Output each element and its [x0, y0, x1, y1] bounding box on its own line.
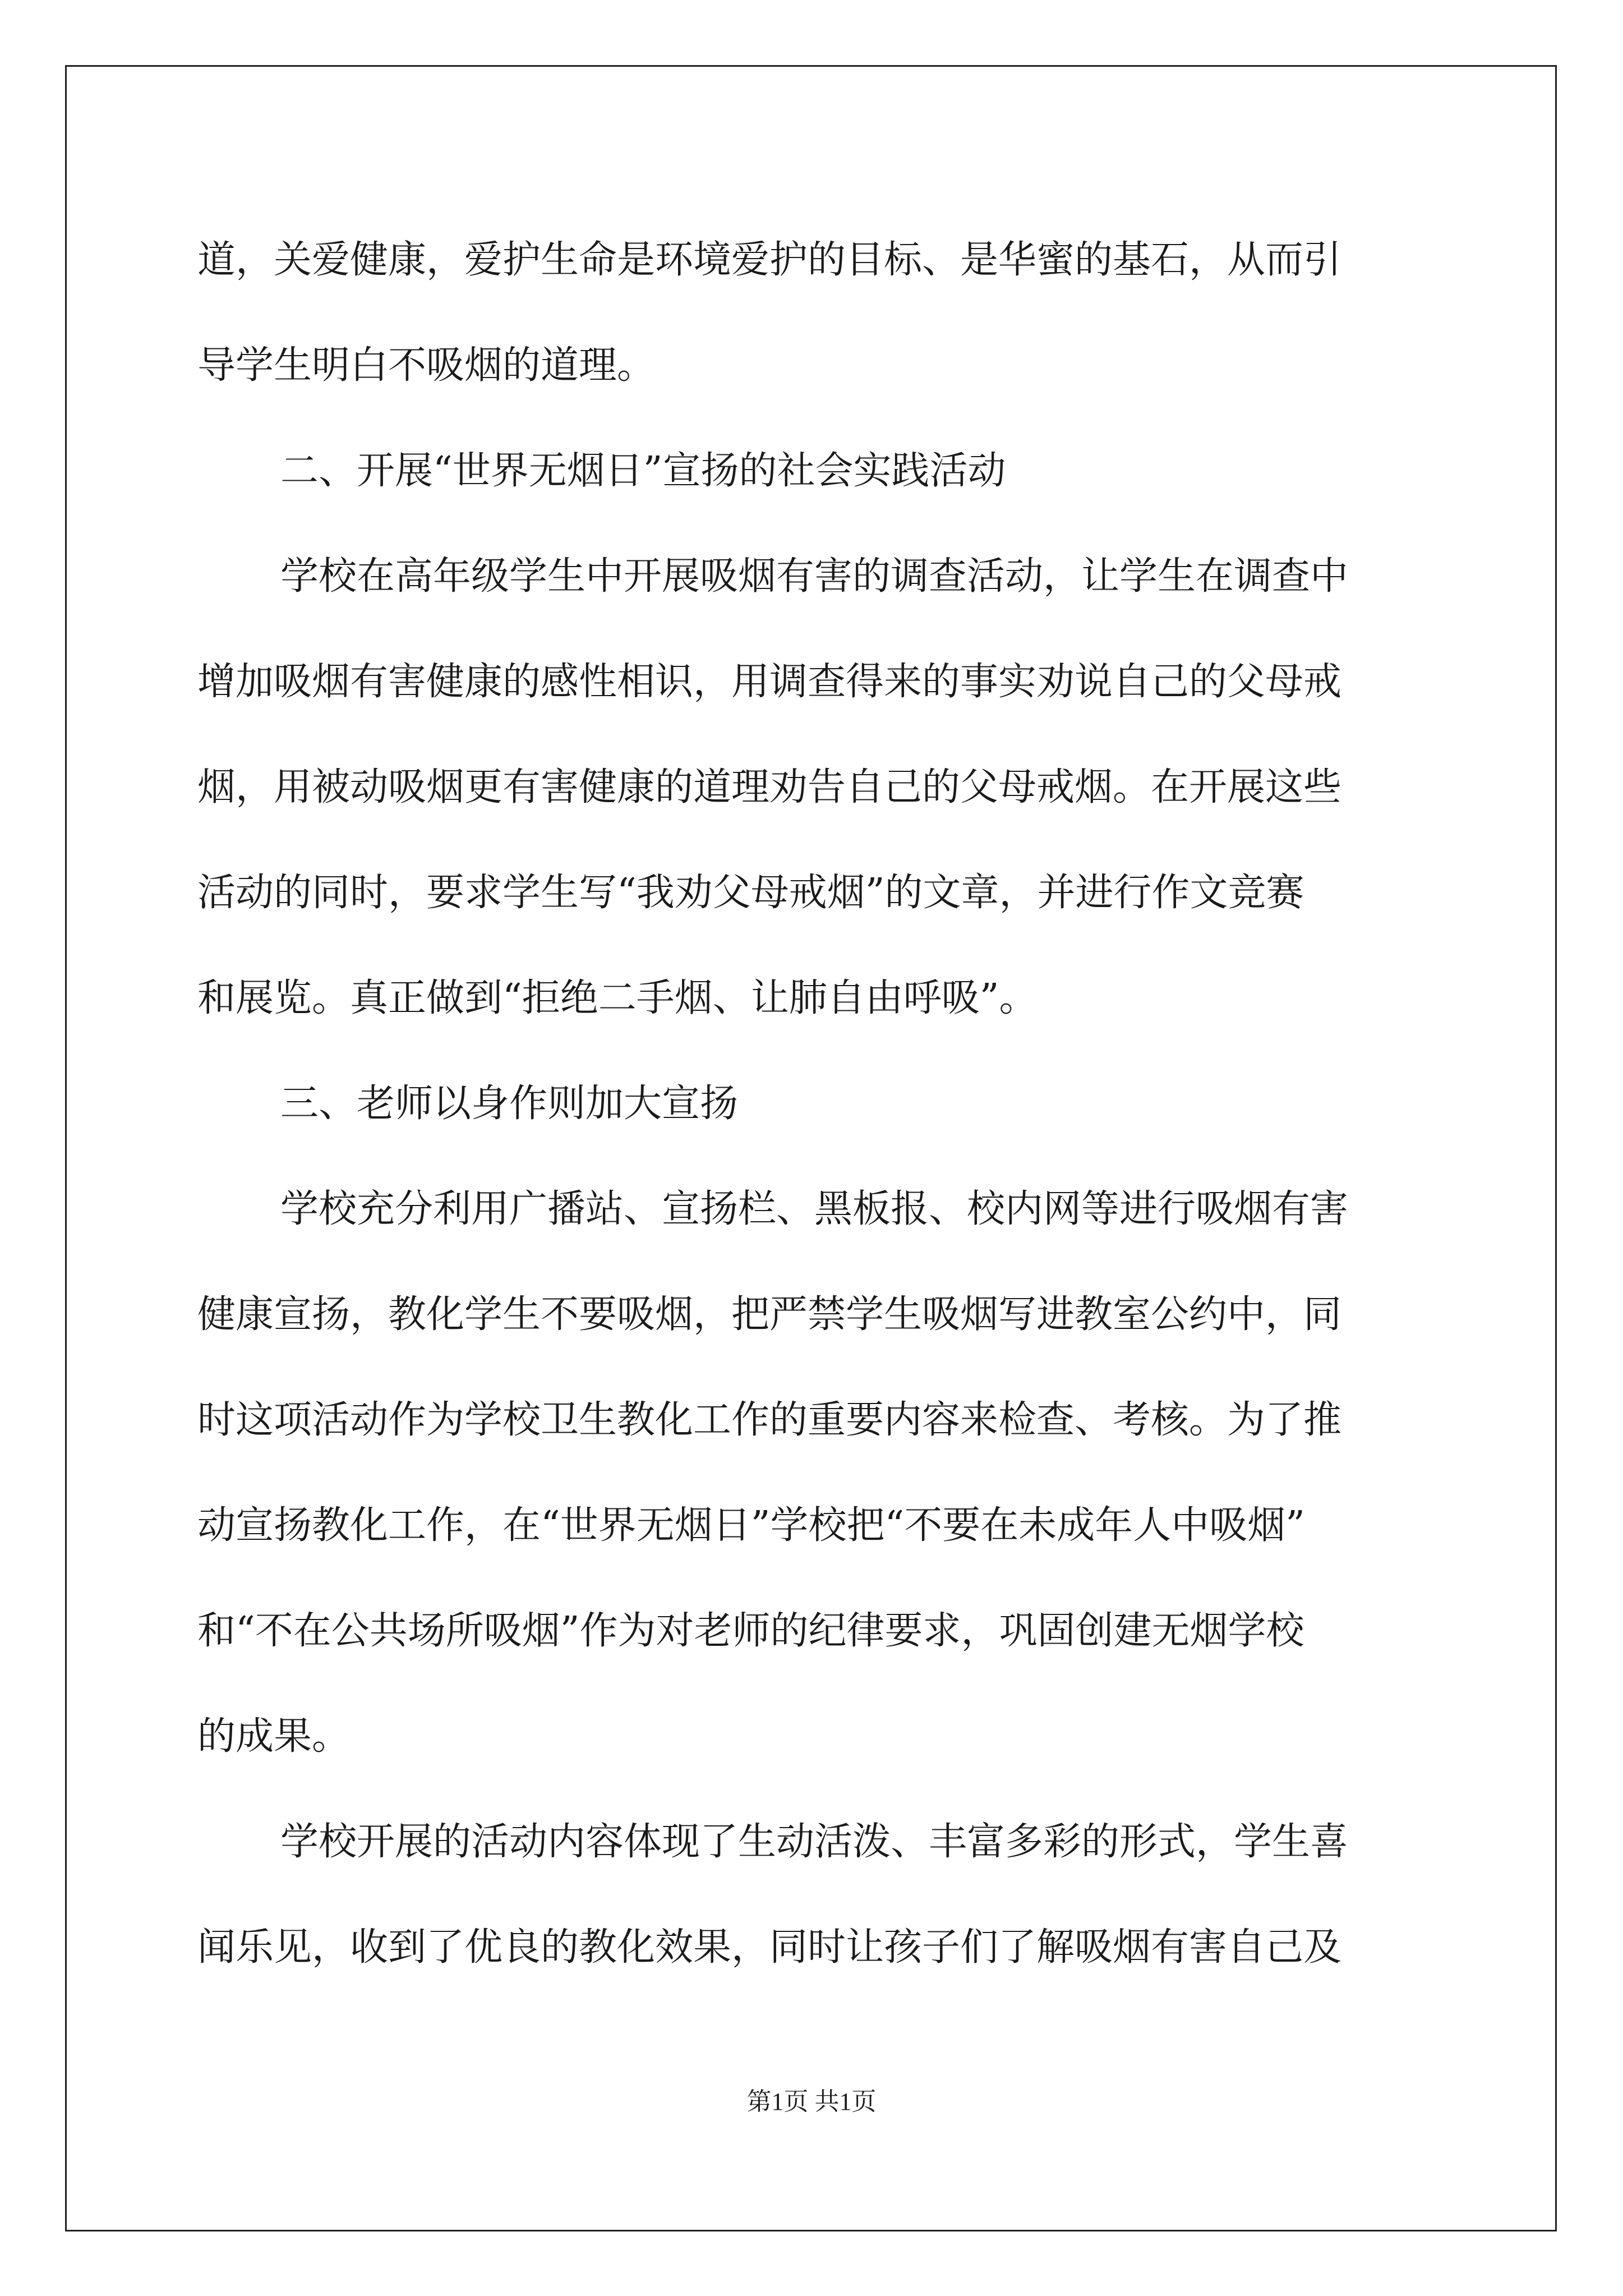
text-line: 健康宣扬，教化学生不要吸烟，把严禁学生吸烟写进教室公约中，同 — [197, 1292, 1342, 1337]
text-line: 活动的同时，要求学生写“我劝父母戒烟”的文章，并进行作文竞赛 — [197, 871, 1304, 915]
text-line: 三、老师以身作则加大宣扬 — [280, 1082, 739, 1126]
text-line: 学校充分利用广播站、宣扬栏、黑板报、校内网等进行吸烟有害 — [280, 1187, 1349, 1231]
page-footer: 第1页 共1页 — [746, 2088, 877, 2115]
document-body — [197, 208, 1454, 2000]
text-line: 道，关爱健康，爱护生命是环境爱护的目标、是华蜜的基石，从而引 — [197, 238, 1342, 282]
text-line: 导学生明白不吸烟的道理。 — [197, 343, 656, 388]
text-line: 二、开展“世界无烟日”宣扬的社会实践活动 — [280, 449, 1006, 493]
text-line: 时这项活动作为学校卫生教化工作的重要内容来检查、考核。为了推 — [197, 1398, 1342, 1442]
text-line: 和“不在公共场所吸烟”作为对老师的纪律要求，巩固创建无烟学校 — [197, 1609, 1304, 1653]
text-line: 烟，用被动吸烟更有害健康的道理劝告自己的父母戒烟。在开展这些 — [197, 765, 1342, 809]
text-line: 学校开展的活动内容体现了生动活泼、丰富多彩的形式，学生喜 — [280, 1820, 1349, 1864]
text-line: 的成果。 — [197, 1714, 351, 1759]
text-line: 学校在高年级学生中开展吸烟有害的调查活动，让学生在调查中 — [280, 554, 1349, 599]
text-line: 闻乐见，收到了优良的教化效果，同时让孩子们了解吸烟有害自己及 — [197, 1925, 1342, 1970]
text-line: 动宣扬教化工作，在“世界无烟日”学校把“不要在未成年人中吸烟” — [197, 1503, 1306, 1548]
text-line: 和展览。真正做到“拒绝二手烟、让肺自由呼吸”。 — [197, 976, 1038, 1020]
text-line: 增加吸烟有害健康的感性相识，用调查得来的事实劝说自己的父母戒 — [197, 660, 1342, 704]
